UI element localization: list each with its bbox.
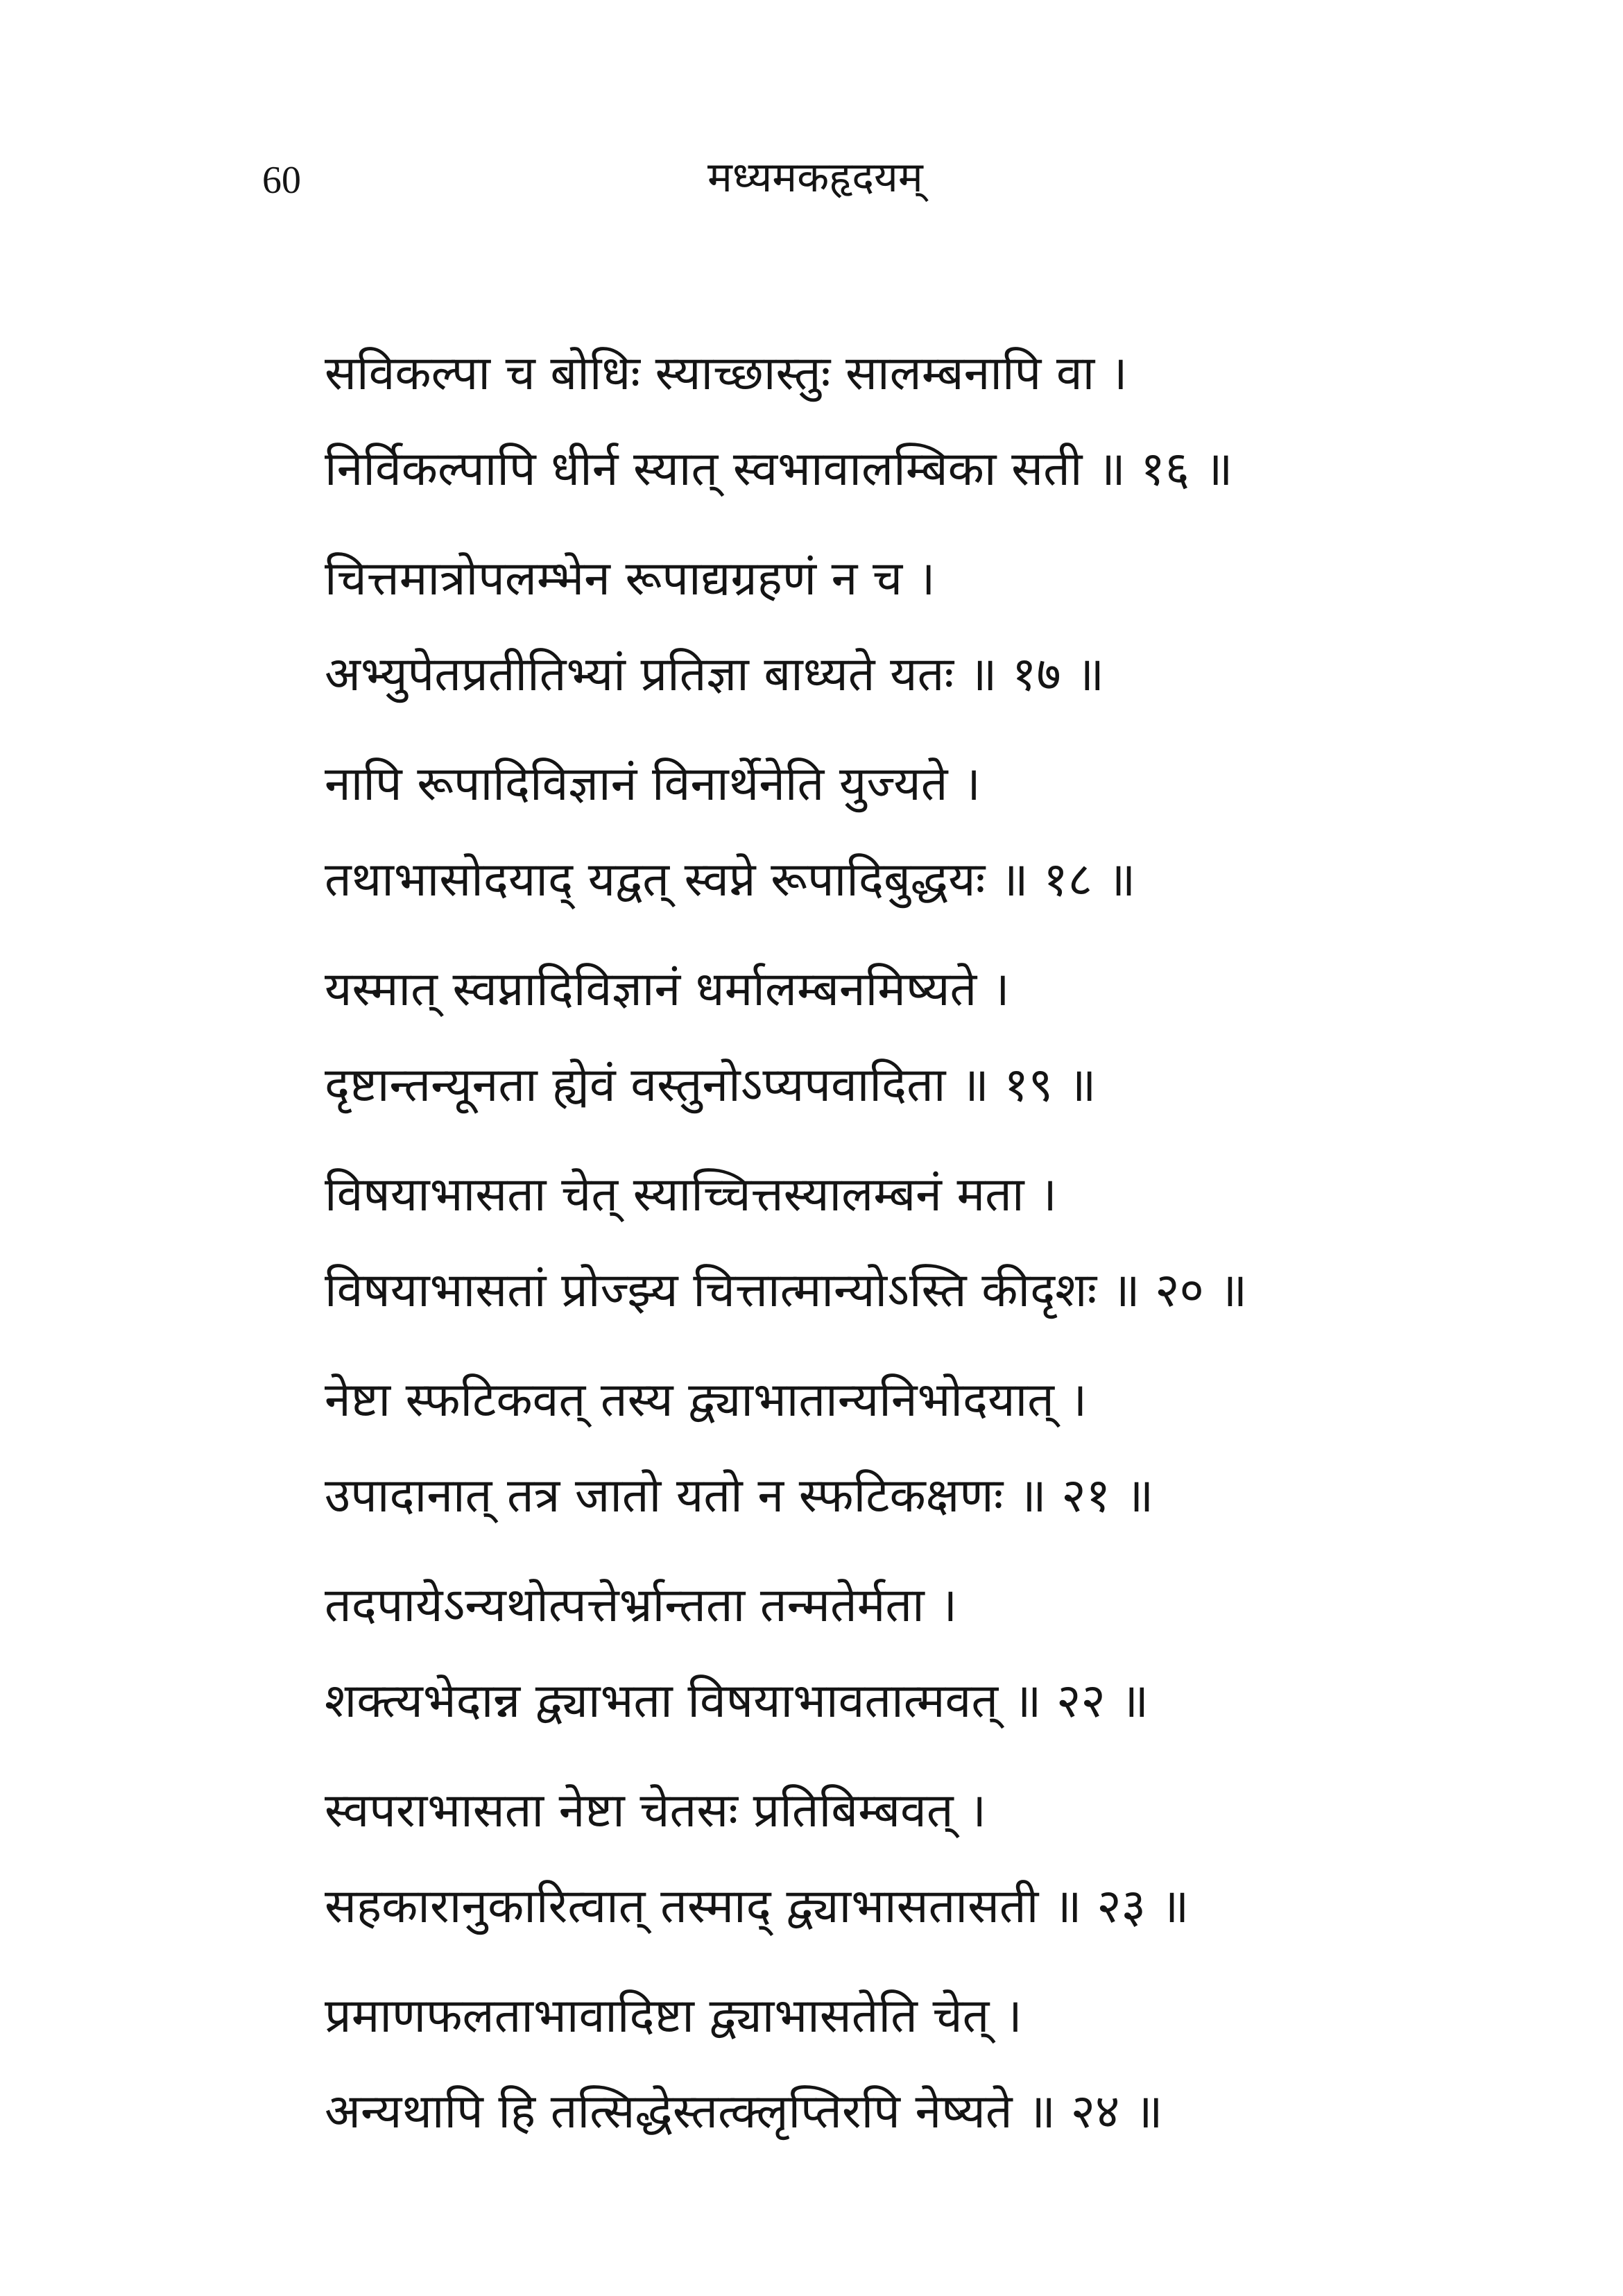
page-number: 60 (262, 159, 301, 202)
verse-16 (325, 326, 1545, 531)
verse-line: प्रमाणफलताभावादिष्टा द्व्याभासतेति चेत् । (325, 1989, 1022, 2044)
verse-line: विषयाभासता चेत् स्याच्चित्तस्यालम्बनं मता । (325, 1167, 1057, 1222)
verse-line: तदपायेऽन्यथोत्पत्तेर्भ्रान्तता तन्मतेर्मता । (325, 1578, 958, 1633)
running-title: मध्यमकहृदयम् (707, 153, 923, 202)
verse-line: स्वपराभासता नेष्टा चेतसः प्रतिबिम्बवत् । (325, 1783, 987, 1838)
verse-20 (325, 1147, 1545, 1353)
verse-23 (325, 1763, 1545, 1969)
verse-18 (325, 737, 1545, 942)
verse-24 (325, 1969, 1545, 2174)
verse-list (325, 326, 1545, 2174)
verse-line: सविकल्पा च बोधिः स्याच्छास्तुः सालम्बनापि वा । (325, 346, 1128, 401)
verse-line: अन्यथापि हि तत्सिद्धेस्तत्क्लृप्तिरपि नेष्यते ॥ २४ ॥ (325, 2084, 1163, 2139)
verse-line: तथाभासोदयाद् यद्वत् स्वप्ने रूपादिबुद्धयः ॥ १८ ॥ (325, 853, 1136, 907)
verse-line: दृष्टान्तन्यूनता ह्येवं वस्तुनोऽप्यपवादिता ॥ १९ ॥ (325, 1058, 1097, 1113)
verse-line: शक्त्यभेदान्न द्व्याभता विषयाभावतात्मवत् ॥ २२ ॥ (325, 1674, 1149, 1729)
verse-19 (325, 942, 1545, 1147)
verse-line: उपादानात् तत्र जातो यतो न स्फटिकक्षणः ॥ २१ ॥ (325, 1468, 1154, 1523)
verse-line: सहकारानुकारित्वात् तस्माद् द्व्याभासतासती ॥ २३ ॥ (325, 1879, 1190, 1934)
verse-line: चित्तमात्रोपलम्भेन रूपाद्यग्रहणं न च । (325, 551, 936, 606)
verse-line: अभ्युपेतप्रतीतिभ्यां प्रतिज्ञा बाध्यते यतः ॥ १७ ॥ (325, 647, 1105, 702)
verse-line: नापि रूपादिविज्ञानं विनार्थेनेति युज्यते । (325, 757, 981, 812)
verse-line: नेष्टा स्फटिकवत् तस्य द्व्याभातान्यनिभोदयात् । (325, 1373, 1088, 1428)
verse-line: यस्मात् स्वप्नादिविज्ञानं धर्मालम्बनमिष्यते । (325, 962, 1010, 1017)
verse-22 (325, 1558, 1545, 1763)
verse-line: विषयाभासतां प्रोज्झ्य चित्तात्मान्योऽस्ति कीदृशः ॥ २० ॥ (325, 1263, 1248, 1318)
verse-line: निर्विकल्पापि धीर्न स्यात् स्वभावालम्बिका सती ॥ १६ ॥ (325, 442, 1233, 497)
verse-21 (325, 1353, 1545, 1558)
verse-17 (325, 531, 1545, 737)
